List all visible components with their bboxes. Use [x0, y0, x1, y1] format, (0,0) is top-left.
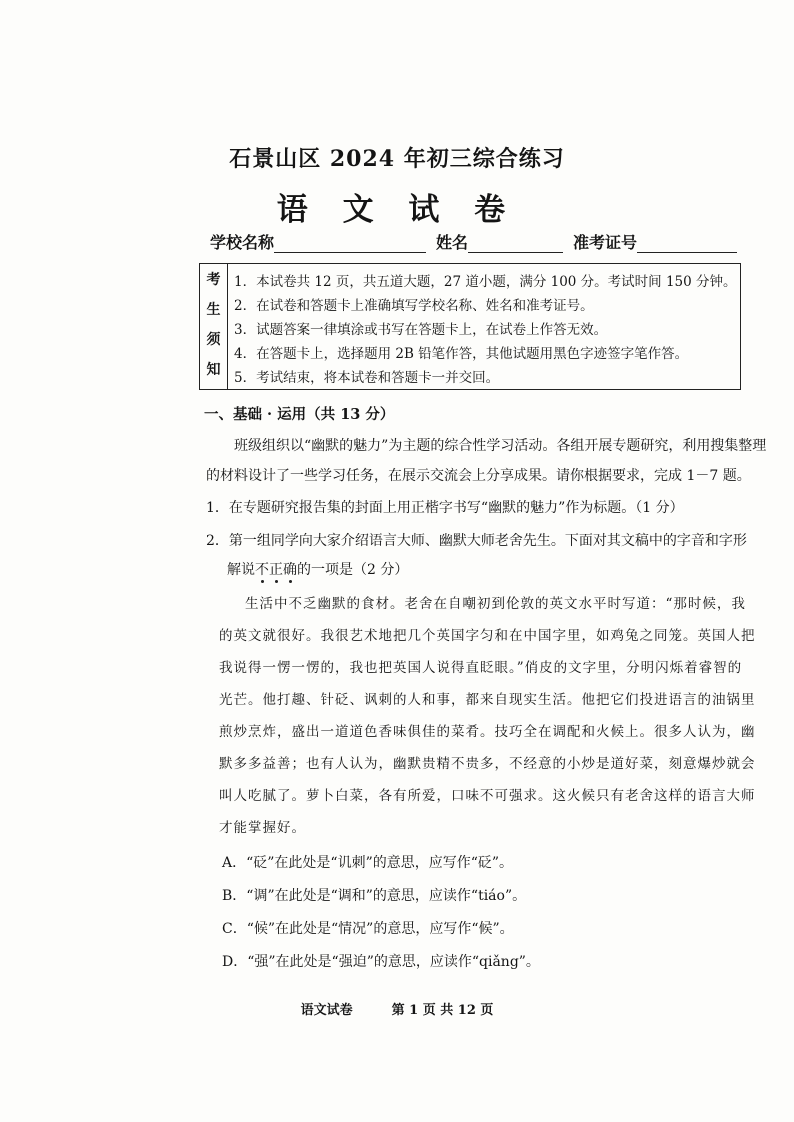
notice-item: 3．试题答案一律填涂或书写在答题卡上，在试卷上作答无效。 [234, 322, 608, 338]
school-name-label: 学校名称 [210, 233, 275, 252]
passage-line: 我说得一愣一愣的，我也把英国人说得直眨眼。”俏皮的文字里，分明闪烁着睿智的 [219, 660, 743, 676]
exam-number-label: 准考证号 [573, 233, 638, 252]
emphasis-char: 正 [269, 562, 283, 578]
notice-side-char: 知 [206, 362, 221, 378]
notice-side-char: 须 [206, 332, 221, 348]
notice-side-char: 生 [206, 302, 221, 318]
emphasis-text-not-correct [255, 562, 297, 578]
question-1: 1．在专题研究报告集的封面上用正楷字书写“幽默的魅力”作为标题。（1 分） [206, 500, 684, 516]
footer-label: 语文试卷 [300, 1003, 353, 1018]
option-a: A．“砭”在此处是“讥刺”的意思，应写作“砭”。 [222, 855, 514, 871]
notice-item: 1．本试卷共 12 页，共五道大题，27 道小题，满分 100 分。考试时间 150 分钟。 [234, 274, 737, 290]
page-footer [0, 999, 794, 1018]
section-heading: 一、基础 · 运用（共 13 分） [204, 406, 395, 423]
school-name-blank[interactable] [274, 234, 426, 253]
intro-paragraph-line: 的材料设计了一些学习任务，在展示交流会上分享成果。请你根据要求，完成 1－7 题。 [206, 468, 751, 484]
option-d: D．“强”在此处是“强迫”的意思，应读作“qiǎng”。 [222, 954, 540, 970]
intro-paragraph-line: 班级组织以“幽默的魅力”为主题的综合性学习活动。各组开展专题研究，利用搜集整理 [234, 438, 767, 454]
student-name-label: 姓名 [436, 233, 469, 252]
passage-line: 的英文就很好。我很艺术地把几个英国字匀和在中国字里，如鸡兔之同笼。英国人把 [219, 628, 756, 644]
student-name-blank[interactable] [468, 234, 563, 253]
notice-side-char: 考 [206, 272, 221, 288]
candidate-info-fields [210, 230, 747, 253]
option-b: B．“调”在此处是“调和”的意思，应读作“tiáo”。 [222, 888, 527, 904]
notice-item: 5．考试结束，将本试卷和答题卡一并交回。 [234, 370, 500, 386]
exam-title: 石景山区 2024 年初三综合练习 [229, 146, 565, 172]
stem-text: 的一项是（2 分） [297, 562, 409, 578]
notice-side-label [200, 264, 228, 389]
option-c: C．“候”在此处是“情况”的意思，应写作“候”。 [222, 921, 514, 937]
question-2-stem-cont [227, 559, 408, 579]
exam-number-blank[interactable] [637, 234, 737, 253]
page-number: 第 1 页 共 12 页 [391, 1003, 494, 1018]
notice-item: 4．在答题卡上，选择题用 2B 铅笔作答，其他试题用黑色字迹签字笔作答。 [234, 346, 689, 362]
passage-line: 才能掌握好。 [219, 820, 306, 836]
passage-line: 光芒。他打趣、针砭、讽刺的人和事，都来自现实生活。他把它们投进语言的油锅里 [219, 692, 756, 708]
stem-text: 解说 [227, 562, 255, 578]
passage-line: 生活中不乏幽默的食材。老舍在自嘲初到伦敦的英文水平时写道：“那时候，我 [245, 596, 746, 612]
notice-item: 2．在试卷和答题卡上准确填写学校名称、姓名和准考证号。 [234, 298, 594, 314]
exam-subtitle: 语 文 试 卷 [276, 192, 518, 228]
passage-line: 煎炒烹炸，盛出一道道色香味俱佳的菜肴。技巧全在调配和火候上。很多人认为，幽 [219, 724, 756, 740]
emphasis-char: 确 [283, 562, 297, 578]
passage-line: 默多多益善；也有人认为，幽默贵精不贵多，不经意的小炒是道好菜，刻意爆炒就会 [219, 756, 756, 772]
passage-line: 叫人吃腻了。萝卜白菜，各有所爱，口味不可强求。这火候只有老舍这样的语言大师 [219, 788, 756, 804]
question-2-stem: 2．第一组同学向大家介绍语言大师、幽默大师老舍先生。下面对其文稿中的字音和字形 [206, 533, 747, 549]
candidate-notice-box [199, 263, 741, 390]
emphasis-char: 不 [255, 562, 269, 578]
